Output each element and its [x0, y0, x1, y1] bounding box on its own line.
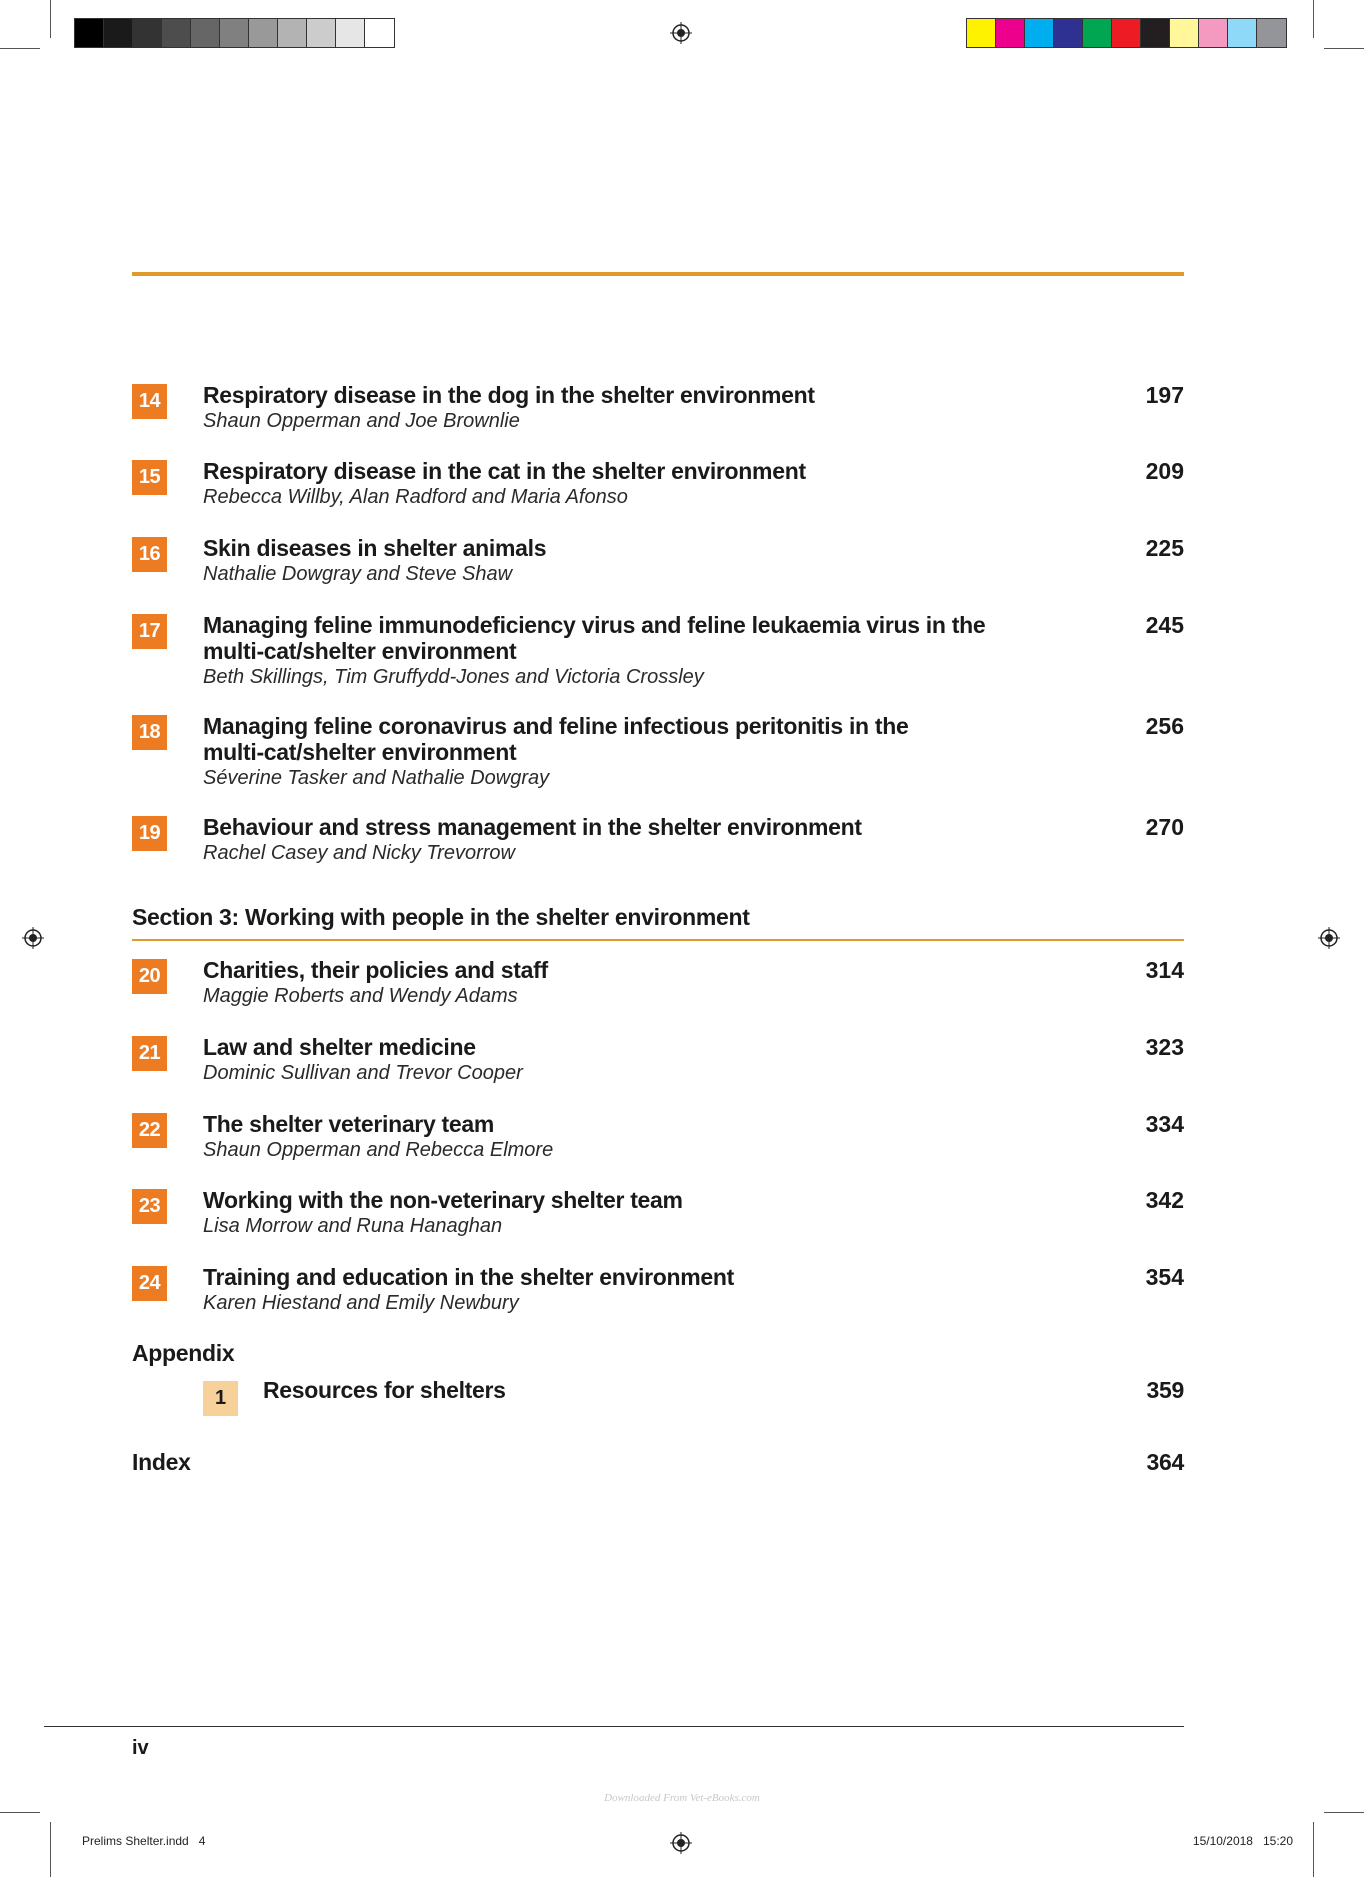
entry-body — [203, 382, 1083, 434]
chapter-page-number: 323 — [1145, 1034, 1184, 1060]
chapter-title: Training and education in the shelter environment — [203, 1264, 734, 1290]
index-page: 364 — [1146, 1449, 1184, 1475]
chapter-page-number: 354 — [1145, 1264, 1184, 1290]
color-swatch — [249, 19, 278, 47]
chapter-title: Managing feline immunodeficiency virus and feline leukaemia virus in the — [203, 612, 986, 638]
color-swatch-bar — [966, 18, 1287, 48]
slug-filename: Prelims Shelter.indd 4 — [82, 1834, 206, 1848]
chapter-page-number: 334 — [1145, 1111, 1184, 1137]
entry-body — [203, 612, 1083, 690]
color-swatch — [1228, 19, 1257, 47]
chapter-page-number: 270 — [1145, 814, 1184, 840]
color-swatch — [307, 19, 336, 47]
chapter-title: The shelter veterinary team — [203, 1111, 495, 1137]
chapter-title: Respiratory disease in the dog in the shelter environment — [203, 382, 815, 408]
color-swatch — [1112, 19, 1141, 47]
chapter-page-number: 314 — [1145, 957, 1184, 983]
chapter-number-badge: 19 — [132, 816, 167, 851]
appendix-heading: Appendix — [132, 1340, 235, 1366]
color-swatch — [191, 19, 220, 47]
chapter-number-badge: 17 — [132, 614, 167, 649]
chapter-authors: Rebecca Willby, Alan Radford and Maria Afonso — [203, 486, 628, 508]
chapter-title: multi-cat/shelter environment — [203, 739, 517, 765]
chapter-page-number: 197 — [1145, 382, 1184, 408]
chapter-title: Respiratory disease in the cat in the shelter environment — [203, 458, 806, 484]
chapter-title: Charities, their policies and staff — [203, 957, 548, 983]
color-swatch — [75, 19, 104, 47]
chapter-page-number: 342 — [1145, 1187, 1184, 1213]
chapter-number-badge: 23 — [132, 1189, 167, 1224]
color-swatch — [220, 19, 249, 47]
color-swatch — [104, 19, 133, 47]
chapter-title: Behaviour and stress management in the shelter environment — [203, 814, 862, 840]
entry-body — [203, 1034, 1083, 1086]
appendix-page: 359 — [1146, 1377, 1184, 1403]
entry-body — [203, 814, 1083, 866]
chapter-number-badge: 20 — [132, 959, 167, 994]
chapter-title: Managing feline coronavirus and feline infectious peritonitis in the — [203, 713, 909, 739]
chapter-authors: Beth Skillings, Tim Gruffydd-Jones and Victoria Crossley — [203, 666, 704, 688]
color-swatch — [133, 19, 162, 47]
color-swatch — [967, 19, 996, 47]
grayscale-swatch-bar — [74, 18, 395, 48]
color-swatch — [365, 19, 394, 47]
chapter-number-badge: 21 — [132, 1036, 167, 1071]
watermark: Downloaded From Vet-eBooks.com — [604, 1792, 760, 1804]
color-swatch — [162, 19, 191, 47]
entry-body — [203, 535, 1083, 587]
slug-timestamp: 15/10/2018 15:20 — [1192, 1834, 1293, 1848]
color-swatch — [1199, 19, 1228, 47]
color-swatch — [1025, 19, 1054, 47]
section-rule — [132, 939, 1184, 941]
color-swatch — [336, 19, 365, 47]
chapter-authors: Shaun Opperman and Joe Brownlie — [203, 410, 520, 432]
color-swatch — [996, 19, 1025, 47]
entry-body — [203, 957, 1083, 1009]
entry-body — [203, 1187, 1083, 1239]
chapter-authors: Séverine Tasker and Nathalie Dowgray — [203, 767, 550, 789]
chapter-page-number: 225 — [1145, 535, 1184, 561]
entry-body — [203, 1111, 1083, 1163]
chapter-authors: Maggie Roberts and Wendy Adams — [203, 985, 518, 1007]
color-swatch — [1170, 19, 1199, 47]
color-swatch — [278, 19, 307, 47]
chapter-number-badge: 14 — [132, 384, 167, 419]
footer-rule — [44, 1726, 1184, 1727]
chapter-page-number: 256 — [1145, 713, 1184, 739]
chapter-number-badge: 24 — [132, 1266, 167, 1301]
section-heading: Section 3: Working with people in the shelter environment — [132, 904, 750, 930]
entry-body — [203, 713, 1083, 791]
chapter-number-badge: 22 — [132, 1113, 167, 1148]
registration-mark-icon — [22, 927, 44, 949]
chapter-title: Law and shelter medicine — [203, 1034, 476, 1060]
chapter-number-badge: 15 — [132, 460, 167, 495]
chapter-title: Skin diseases in shelter animals — [203, 535, 547, 561]
color-swatch — [1257, 19, 1286, 47]
color-swatch — [1141, 19, 1170, 47]
index-label: Index — [132, 1449, 191, 1475]
chapter-authors: Dominic Sullivan and Trevor Cooper — [203, 1062, 523, 1084]
color-swatch — [1054, 19, 1083, 47]
registration-mark-icon — [1318, 927, 1340, 949]
appendix-title: Resources for shelters — [263, 1377, 506, 1403]
chapter-authors: Nathalie Dowgray and Steve Shaw — [203, 563, 513, 585]
chapter-title: Working with the non-veterinary shelter team — [203, 1187, 683, 1213]
registration-mark-icon — [670, 1832, 692, 1854]
chapter-title: multi-cat/shelter environment — [203, 638, 517, 664]
chapter-page-number: 245 — [1145, 612, 1184, 638]
entry-body — [203, 1264, 1083, 1316]
chapter-number-badge: 18 — [132, 715, 167, 750]
registration-mark-icon — [670, 22, 692, 44]
chapter-authors: Lisa Morrow and Runa Hanaghan — [203, 1215, 503, 1237]
entry-body — [203, 458, 1083, 510]
chapter-page-number: 209 — [1145, 458, 1184, 484]
color-swatch — [1083, 19, 1112, 47]
chapter-number-badge: 16 — [132, 537, 167, 572]
chapter-authors: Shaun Opperman and Rebecca Elmore — [203, 1139, 554, 1161]
chapter-authors: Rachel Casey and Nicky Trevorrow — [203, 842, 515, 864]
chapter-authors: Karen Hiestand and Emily Newbury — [203, 1292, 519, 1314]
header-rule — [132, 272, 1184, 276]
page-folio: iv — [132, 1737, 149, 1759]
appendix-number-badge: 1 — [203, 1381, 238, 1416]
